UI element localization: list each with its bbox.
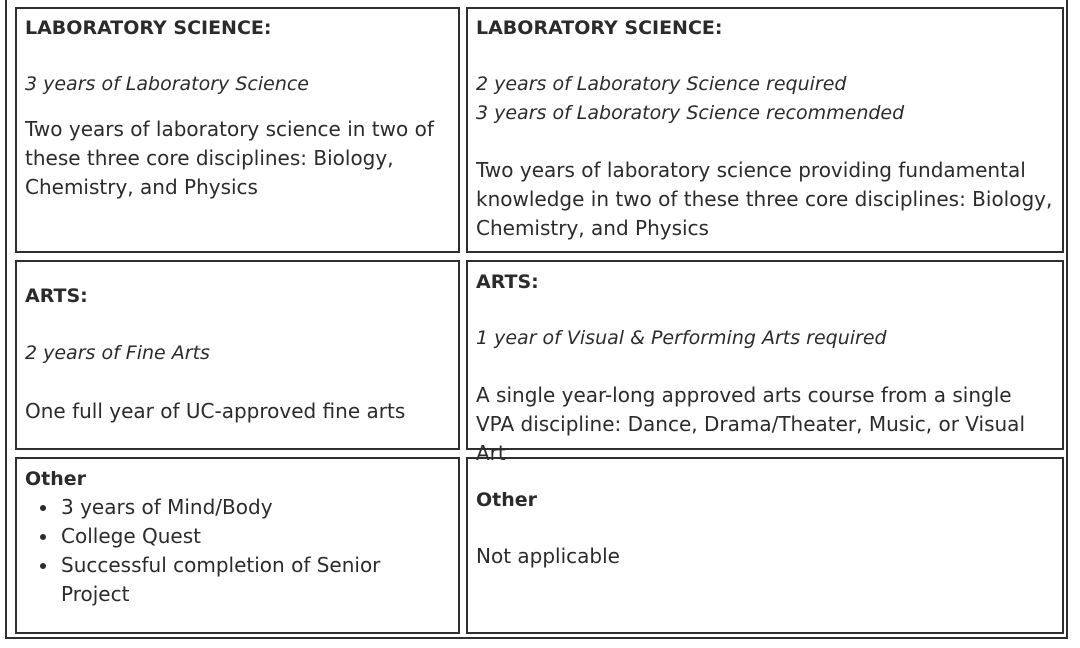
cell-description: Two years of laboratory science providing fundamental knowledge in two of these three core disciplines: Biology, Chemistry, and Physics (476, 158, 1053, 240)
other-right-cell (466, 457, 1064, 634)
list-item: • College Quest (59, 522, 450, 551)
lab-science-right-cell (466, 7, 1064, 253)
cell-heading: ARTS: (25, 285, 88, 307)
cell-heading: LABORATORY SCIENCE: (25, 17, 272, 39)
cell-heading: Other (25, 468, 87, 490)
lab-science-left-cell (15, 7, 460, 253)
cell-heading: ARTS: (476, 271, 539, 293)
cell-recommendation: 3 years of Laboratory Science recommended (476, 102, 905, 124)
requirements-table (5, 0, 1068, 639)
other-left-cell (15, 457, 460, 634)
cell-description: One full year of UC-approved fine arts (25, 399, 406, 423)
arts-right-cell (466, 260, 1064, 465)
cell-description: Two years of laboratory science in two of these three core disciplines: Biology, Chemistry, and Physics (25, 117, 434, 199)
cell-requirement: 3 years of Laboratory Science (25, 73, 309, 95)
arts-left-cell (15, 260, 460, 450)
cell-heading: LABORATORY SCIENCE: (476, 17, 723, 39)
cell-requirement: 2 years of Laboratory Science required (476, 73, 847, 95)
list-item: • 3 years of Mind/Body (59, 493, 450, 522)
other-requirements-list (25, 493, 450, 609)
cell-description: Not applicable (476, 544, 620, 568)
cell-requirement: 2 years of Fine Arts (25, 342, 210, 364)
list-item: • Successful completion of Senior Project (59, 551, 450, 609)
cell-heading: Other (476, 489, 538, 511)
cell-description: A single year-long approved arts course from a single VPA discipline: Dance, Drama/Theater, Music, or Visual Art (476, 383, 1025, 465)
cell-requirement: 1 year of Visual & Performing Arts required (476, 327, 887, 349)
